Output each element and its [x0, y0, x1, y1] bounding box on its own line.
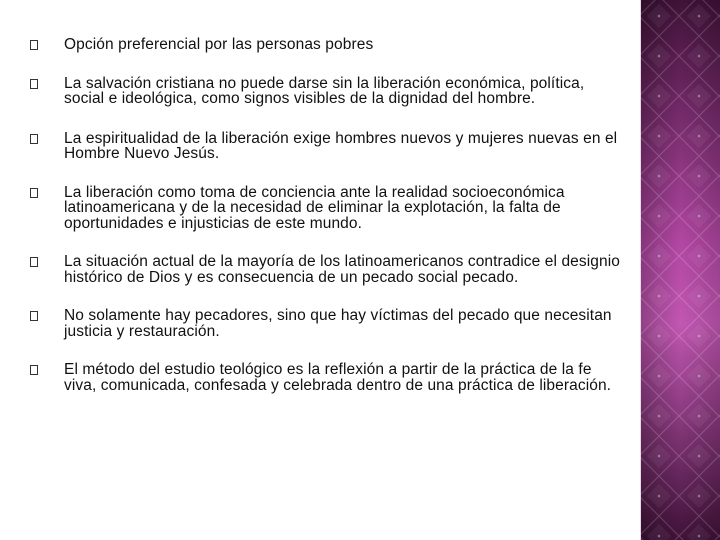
- decorative-side-panel: [641, 0, 720, 540]
- list-item: [28, 308, 628, 339]
- list-item: [28, 37, 628, 53]
- list-item: [28, 76, 628, 107]
- diamond-pattern: [641, 0, 720, 540]
- list-item: [28, 254, 628, 285]
- list-item: [28, 131, 628, 162]
- bullet-text: La salvación cristiana no puede darse sin la liberación económica, política, social e ideológica, como signos visibles de la dignidad del hombre.: [64, 74, 585, 107]
- bullet-text: No solamente hay pecadores, sino que hay víctimas del pecado que necesitan justicia y restauración.: [64, 307, 612, 340]
- square-bullet-icon: [30, 79, 38, 89]
- list-item: [28, 362, 628, 393]
- square-bullet-icon: [30, 188, 38, 198]
- bullet-text: Opción preferencial por las personas pobres: [64, 36, 374, 53]
- square-bullet-icon: [30, 365, 38, 375]
- square-bullet-icon: [30, 134, 38, 144]
- square-bullet-icon: [30, 40, 38, 50]
- bullet-text: El método del estudio teológico es la reflexión a partir de la práctica de la fe viva, comunicada, confesada y celebrada dentro de una práctica de liberación.: [64, 361, 612, 394]
- square-bullet-icon: [30, 257, 38, 267]
- bullet-list: [28, 37, 628, 393]
- bullet-text: La liberación como toma de conciencia ante la realidad socioeconómica latinoamericana y de la necesidad de eliminar la explotación, la falta de oportunidades e injusticias de este mundo.: [64, 183, 565, 232]
- bullet-text: La situación actual de la mayoría de los latinoamericanos contradice el designio histórico de Dios y es consecuencia de un pecado social pecado.: [64, 253, 620, 286]
- list-item: [28, 185, 628, 232]
- square-bullet-icon: [30, 311, 38, 321]
- bullet-text: La espiritualidad de la liberación exige hombres nuevos y mujeres nuevas en el Hombre Nuevo Jesús.: [64, 129, 618, 162]
